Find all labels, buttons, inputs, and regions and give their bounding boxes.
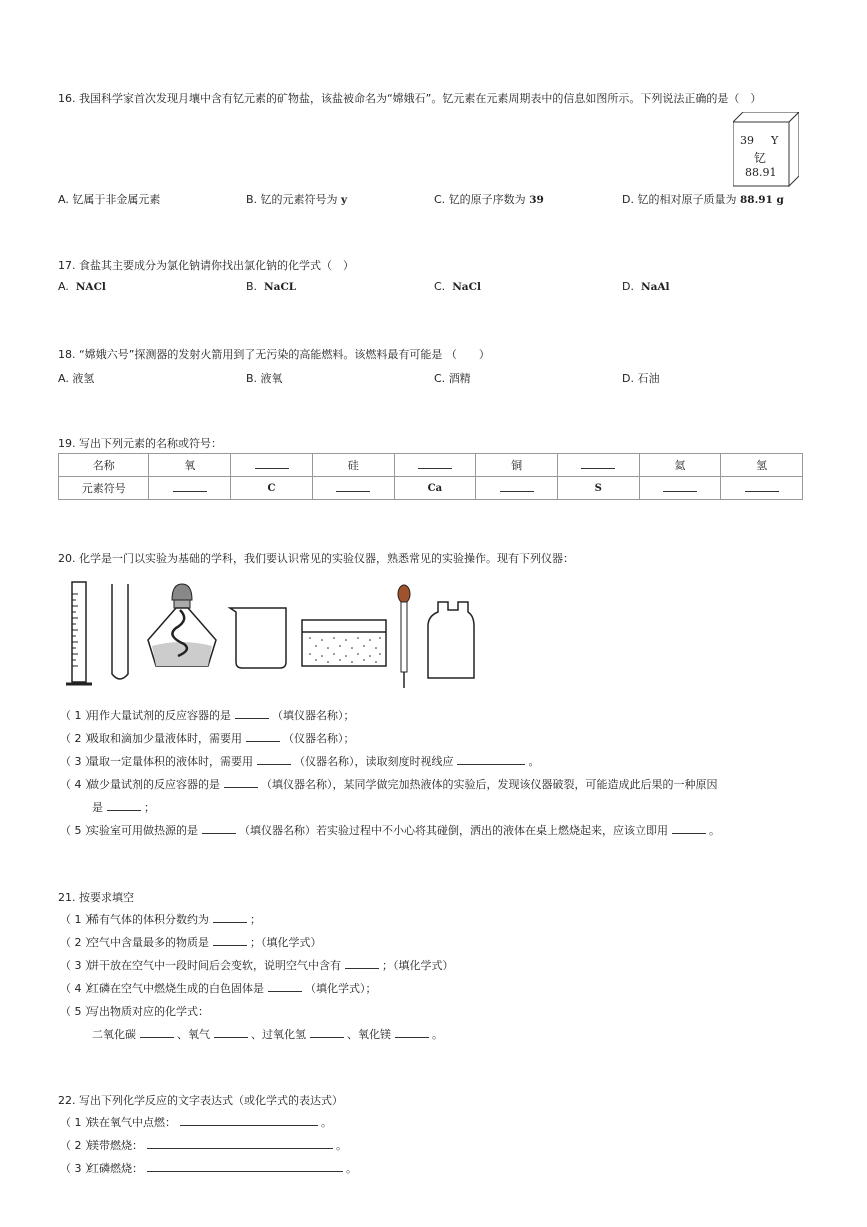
q18-option-b[interactable]: [246, 370, 283, 386]
q17-option-d[interactable]: [622, 280, 670, 293]
item-number: （ 1 ）: [60, 1116, 96, 1129]
q22-item-3: [60, 1160, 357, 1176]
option-value: 39: [529, 194, 544, 206]
item-text: 空气中含量最多的物质是: [88, 936, 209, 949]
answer-blank[interactable]: [235, 708, 269, 719]
element-name: 钇: [754, 151, 767, 165]
item-text: （仪器名称）；: [283, 732, 355, 745]
question-21-stem: 21. 按要求填空: [58, 891, 134, 904]
q21-item-4: [60, 980, 377, 996]
item-text: 、氧化镁: [347, 1028, 391, 1041]
graduated-cylinder-icon: [66, 582, 92, 684]
element-symbol: Y: [771, 134, 779, 147]
item-text: （填仪器名称），某同学做完加热液体的实验后，发现该仪器破裂，可能造成此后果的一种原因: [261, 778, 718, 791]
element-number: 39: [740, 134, 754, 147]
item-text: ；: [144, 801, 155, 814]
item-number: （ 2 ）: [60, 1139, 96, 1152]
item-text: （填仪器名称）若实验过程中不小心将其碰倒，洒出的液体在桌上燃烧起来，应该立即用: [239, 824, 668, 837]
question-22-stem: 22. 写出下列化学反应的文字表达式（或化学式的表达式）: [58, 1094, 343, 1107]
answer-blank[interactable]: [147, 1138, 333, 1149]
option-label: A.: [58, 280, 69, 293]
item-text: ；（填化学式）: [250, 936, 322, 949]
q16-option-d[interactable]: [622, 191, 784, 207]
lab-apparatus-illustration: [60, 580, 480, 692]
item-text: （填化学式）；: [305, 982, 377, 995]
item-text: 实验室可用做热源的是: [88, 824, 198, 837]
q21-item-2: [60, 934, 322, 950]
item-text: 、过氧化氢: [251, 1028, 306, 1041]
q16-option-c[interactable]: [434, 191, 544, 207]
table-row: [59, 454, 803, 477]
q21-formula-line: [92, 1026, 443, 1042]
option-value: y: [341, 194, 348, 206]
q21-item-3: [60, 957, 454, 973]
option-value: 88.91 g: [739, 194, 784, 206]
table-cell: 氦: [639, 454, 721, 477]
q18-option-d[interactable]: [622, 370, 659, 386]
answer-blank[interactable]: [224, 777, 258, 788]
option-text: 酒精: [448, 372, 471, 385]
item-number: （ 3 ）: [60, 959, 96, 972]
table-cell: S: [557, 477, 639, 500]
q20-item-3: [60, 753, 540, 769]
item-text: 。: [336, 1139, 347, 1152]
q17-option-b[interactable]: [246, 280, 296, 293]
element-mass: 88.91: [745, 166, 777, 179]
option-label: C.: [434, 193, 446, 206]
answer-blank[interactable]: [246, 731, 280, 742]
water-trough-icon: [302, 620, 386, 666]
item-text: 做少量试剂的反应容器的是: [88, 778, 220, 791]
item-number: （ 5 ）: [60, 824, 96, 837]
reagent-bottle-icon: [428, 602, 474, 678]
item-text: 量取一定量体积的液体时，需要用: [88, 755, 253, 768]
item-text: 稀有气体的体积分数约为: [88, 913, 209, 926]
option-text: 钇属于非金属元素: [72, 193, 161, 206]
alcohol-lamp-icon: [148, 584, 216, 666]
item-text: ；（填化学式）: [382, 959, 454, 972]
q16-option-b[interactable]: [246, 191, 347, 207]
q18-option-a[interactable]: [58, 370, 94, 386]
answer-blank[interactable]: [310, 1027, 344, 1038]
item-text: 。: [528, 755, 540, 768]
item-text: 。: [709, 824, 720, 837]
table-cell: C: [231, 477, 313, 500]
item-text: 。: [346, 1162, 357, 1175]
test-tube-icon: [112, 584, 128, 679]
q17-option-a[interactable]: [58, 280, 106, 293]
table-row: [59, 477, 803, 500]
item-text: 。: [321, 1116, 332, 1129]
answer-blank[interactable]: [457, 754, 525, 765]
answer-blank[interactable]: [672, 823, 706, 834]
item-number: （ 2 ）: [60, 936, 96, 949]
option-label: B.: [246, 280, 258, 293]
item-number: （ 5 ）: [60, 1005, 96, 1018]
element-table: [58, 453, 803, 500]
beaker-icon: [230, 608, 286, 668]
answer-blank[interactable]: [202, 823, 236, 834]
table-cell-blank[interactable]: [476, 477, 558, 500]
dropper-icon: [398, 585, 410, 688]
item-text: 饼干放在空气中一段时间后会变软，说明空气中含有: [88, 959, 341, 972]
element-card: [733, 112, 795, 184]
table-cell: 名称: [59, 454, 149, 477]
table-cell: 氧: [149, 454, 231, 477]
q22-item-1: [60, 1114, 332, 1130]
table-cell-blank[interactable]: [557, 454, 639, 477]
item-number: （ 3 ）: [60, 1162, 96, 1175]
q20-item-5: [60, 822, 720, 838]
question-17-stem: 17. 食盐其主要成分为氯化钠请你找出氯化钠的化学式（ ）: [58, 259, 354, 272]
item-text: ；: [250, 913, 261, 926]
answer-blank[interactable]: [147, 1161, 343, 1172]
answer-blank[interactable]: [140, 1027, 174, 1038]
q21-item-1: [60, 911, 261, 927]
item-text: 是: [92, 801, 103, 814]
item-number: （ 3 ）: [60, 755, 96, 768]
question-18-stem: 18. “嫦娥六号”探测器的发射火箭用到了无污染的高能燃料。该燃料最有可能是 （ ）: [58, 348, 490, 361]
option-value: NaCl: [452, 281, 481, 293]
table-cell: Ca: [394, 477, 476, 500]
item-text: 吸取和滴加少量液体时，需要用: [88, 732, 242, 745]
item-number: （ 1 ）: [60, 913, 96, 926]
answer-blank[interactable]: [257, 754, 291, 765]
table-cell-blank[interactable]: [231, 454, 313, 477]
option-text: 石油: [637, 372, 660, 385]
item-number: （ 1 ）: [60, 709, 96, 722]
option-label: B.: [246, 193, 258, 206]
table-cell: 铜: [476, 454, 558, 477]
answer-blank[interactable]: [214, 1027, 248, 1038]
item-text: （仪器名称），读取刻度时视线应: [294, 755, 454, 768]
item-text: 二氧化碳: [92, 1028, 136, 1041]
option-label: D.: [622, 280, 634, 293]
item-text: （填仪器名称）；: [272, 709, 355, 722]
answer-blank[interactable]: [180, 1115, 318, 1126]
item-text: 红磷燃烧：: [88, 1162, 143, 1175]
item-text: 铁在氧气中点燃：: [88, 1116, 176, 1129]
q20-item-4-continued: [92, 799, 155, 815]
option-text: 钇的原子序数为: [448, 193, 526, 206]
q16-option-a[interactable]: [58, 191, 160, 207]
table-cell: 氢: [721, 454, 803, 477]
table-cell-blank[interactable]: [394, 454, 476, 477]
item-number: （ 4 ）: [60, 778, 96, 791]
table-cell: 硅: [312, 454, 394, 477]
item-number: （ 2 ）: [60, 732, 96, 745]
answer-blank[interactable]: [395, 1027, 429, 1038]
option-label: D.: [622, 193, 634, 206]
item-text: 镁带燃烧：: [88, 1139, 143, 1152]
table-cell-blank[interactable]: [639, 477, 721, 500]
question-19-stem: 19. 写出下列元素的名称或符号：: [58, 437, 222, 450]
question-16-stem: 16. 我国科学家首次发现月壤中含有钇元素的矿物盐，该盐被命名为“嫦娥石”。钇元素在元素周期表中的信息如图所示。下列说法正确的是（ ）: [58, 92, 762, 105]
item-text: 。: [432, 1028, 443, 1041]
item-text: 用作大量试剂的反应容器的是: [88, 709, 231, 722]
answer-blank[interactable]: [268, 981, 302, 992]
option-text: 液氧: [260, 372, 283, 385]
option-value: NaCL: [264, 281, 297, 293]
answer-blank[interactable]: [213, 935, 247, 946]
option-text: 钇的元素符号为: [260, 193, 338, 206]
item-text: 红磷在空气中燃烧生成的白色固体是: [88, 982, 264, 995]
table-cell-blank[interactable]: [312, 477, 394, 500]
q21-item-5: [60, 1003, 209, 1019]
item-number: （ 4 ）: [60, 982, 96, 995]
option-label: A.: [58, 193, 69, 206]
option-value: NaAl: [640, 281, 670, 293]
table-cell: 元素符号: [59, 477, 149, 500]
option-value: NACl: [75, 281, 106, 293]
q17-option-c[interactable]: [434, 280, 481, 293]
q20-item-4: [60, 776, 718, 792]
option-text: 钇的相对原子质量为: [637, 193, 737, 206]
q18-option-c[interactable]: [434, 370, 471, 386]
q20-item-1: [60, 707, 355, 723]
option-label: A.: [58, 372, 69, 385]
answer-blank[interactable]: [213, 912, 247, 923]
option-label: D.: [622, 372, 634, 385]
answer-blank[interactable]: [107, 800, 141, 811]
item-text: 、氧气: [177, 1028, 210, 1041]
q22-item-2: [60, 1137, 347, 1153]
option-label: B.: [246, 372, 258, 385]
q20-item-2: [60, 730, 355, 746]
option-label: C.: [434, 280, 446, 293]
item-text: 写出物质对应的化学式：: [88, 1005, 209, 1018]
option-text: 液氢: [72, 372, 95, 385]
table-cell-blank[interactable]: [149, 477, 231, 500]
option-label: C.: [434, 372, 446, 385]
table-cell-blank[interactable]: [721, 477, 803, 500]
answer-blank[interactable]: [345, 958, 379, 969]
question-20-stem: 20. 化学是一门以实验为基础的学科，我们要认识常见的实验仪器，熟悉常见的实验操作。现有下列仪器：: [58, 552, 574, 565]
